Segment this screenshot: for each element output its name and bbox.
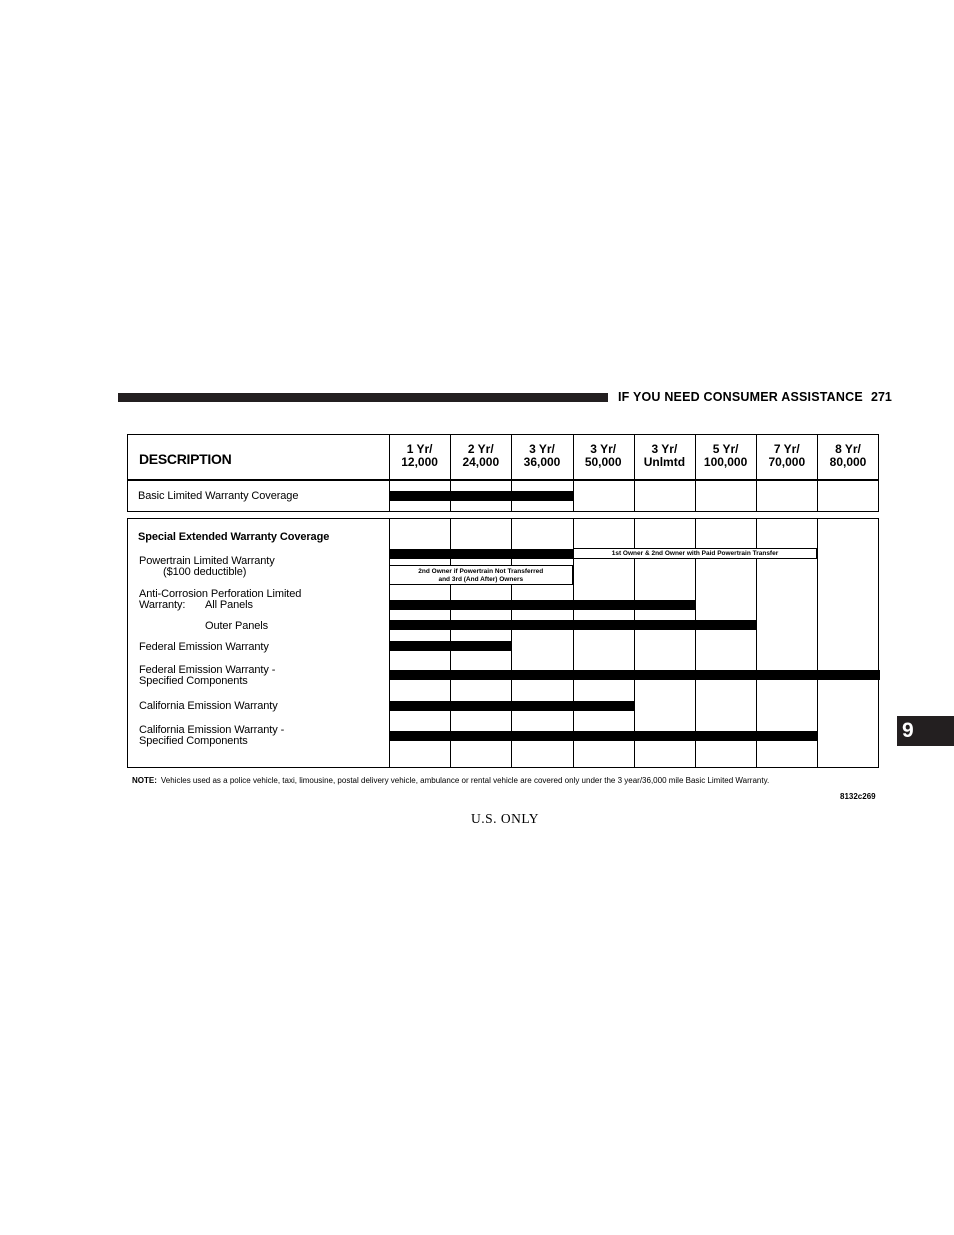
note-text: Vehicles used as a police vehicle, taxi, limousine, postal delivery vehicle, ambulance or rental vehicle are covered only under the 3 year/36,000 mile Basic Limited Warranty. [160,776,770,785]
figure-code: 8132c269 [840,792,876,801]
special-section-title: Special Extended Warranty Coverage [138,531,330,543]
california-components-label-2: Specified Components [139,735,248,747]
coverage-bar [389,641,511,651]
column-header [634,443,694,469]
column-header-line2: 36,000 [523,455,561,469]
chapter-number: 9 [902,719,914,742]
column-header-line2: 100,000 [703,455,748,469]
column-header-line2: Unlmtd [643,455,686,469]
powertrain-label-2: ($100 deductible) [163,566,247,578]
column-header-line1: 3 Yr/ [590,442,617,456]
coverage-bar [389,670,880,680]
column-header-line2: 24,000 [462,455,500,469]
warranty-note [132,776,769,785]
callout-line2: and 3rd (And After) Owners [438,575,524,583]
column-header-line1: 2 Yr/ [467,442,494,456]
callout-line1: 2nd Owner if Powertrain Not Transferred [418,568,544,575]
column-header-line1: 7 Yr/ [773,442,800,456]
california-components-label-1: California Emission Warranty - [139,724,285,736]
description-header: DESCRIPTION [139,451,232,467]
corrosion-label-1: Anti-Corrosion Perforation Limited [139,588,302,600]
column-header [818,443,878,469]
coverage-bar [389,701,634,711]
column-header [451,443,511,469]
column-header [390,443,450,469]
column-header [512,443,572,469]
column-header-line2: 50,000 [584,455,622,469]
corrosion-label-2a: Warranty: [139,599,186,611]
outer-panels-label: Outer Panels [205,620,269,632]
coverage-bar [389,731,817,741]
coverage-bar [389,600,695,610]
federal-emission-label: Federal Emission Warranty [139,641,269,653]
california-emission-label: California Emission Warranty [139,700,278,712]
header-divider [127,479,879,481]
column-header-line1: 3 Yr/ [529,442,555,456]
column-header-line2: 70,000 [768,455,806,469]
basic-warranty-label: Basic Limited Warranty Coverage [138,490,299,502]
column-header [573,443,633,469]
page-number: 271 [871,390,892,404]
coverage-bar [389,491,573,501]
column-header-line2: 80,000 [829,455,867,469]
federal-components-label-1: Federal Emission Warranty - [139,664,276,676]
coverage-bar [389,549,573,559]
column-header-line1: 8 Yr/ [835,442,861,456]
region-caption: U.S. ONLY [470,811,540,826]
coverage-bar [389,620,756,630]
note-label: NOTE: [132,776,157,785]
column-header-line1: 1 Yr/ [406,442,433,456]
powertrain-owner-callout [389,565,573,585]
column-header-line1: 3 Yr/ [651,442,678,456]
powertrain-label-1: Powertrain Limited Warranty [139,555,275,567]
column-header-line2: 12,000 [401,455,438,469]
column-divider [817,518,818,768]
corrosion-label-2b: All Panels [205,599,253,611]
section-title: IF YOU NEED CONSUMER ASSISTANCE [618,390,863,404]
column-header [757,443,817,469]
column-header [696,443,756,469]
column-header-line1: 5 Yr/ [712,442,739,456]
federal-components-label-2: Specified Components [139,675,248,687]
powertrain-transfer-callout: 1st Owner & 2nd Owner with Paid Powertrain Transfer [573,548,818,559]
